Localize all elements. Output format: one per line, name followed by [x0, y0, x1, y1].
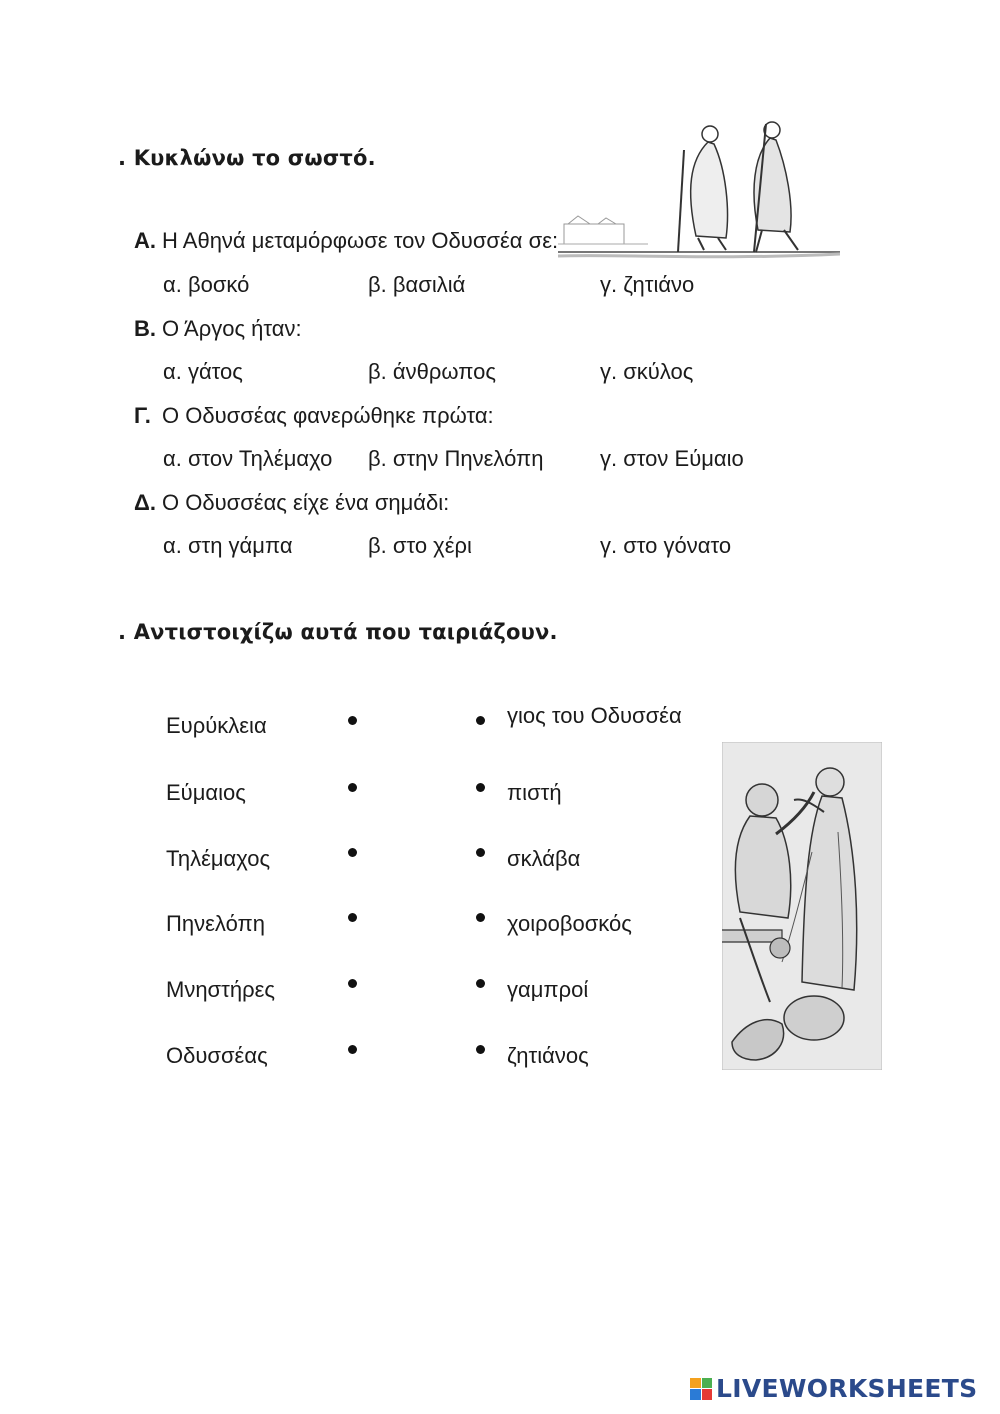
walking-figures-illustration — [558, 120, 840, 270]
match-right-dot[interactable] — [476, 1045, 485, 1054]
match-left-dot[interactable] — [348, 848, 357, 857]
match-left-dot[interactable] — [348, 783, 357, 792]
match-right-item: χοιροβοσκός — [507, 911, 632, 936]
match-right-dot[interactable] — [476, 716, 485, 725]
match-left-dot[interactable] — [348, 913, 357, 922]
section-title-circle: . Κυκλώνω το σωστό. — [118, 146, 376, 170]
option-c[interactable]: γ. σκύλος — [600, 359, 694, 384]
match-right-dot[interactable] — [476, 848, 485, 857]
question-letter: Δ. — [134, 490, 156, 515]
match-right-item: σκλάβα — [507, 846, 581, 871]
question-text: Ο Άργος ήταν: — [162, 316, 302, 341]
option-c[interactable]: γ. στο γόνατο — [600, 533, 732, 558]
option-a[interactable]: α. στον Τηλέμαχο — [163, 446, 333, 471]
match-left-item: Οδυσσέας — [166, 1043, 268, 1068]
option-c[interactable]: γ. στον Εύμαιο — [600, 446, 744, 471]
logo-text: LIVEWORKSHEETS — [716, 1374, 978, 1403]
odysseus-eurycleia-illustration — [722, 742, 882, 1070]
match-left-dot[interactable] — [348, 979, 357, 988]
match-left-dot[interactable] — [348, 1045, 357, 1054]
match-right-dot[interactable] — [476, 913, 485, 922]
match-right-dot[interactable] — [476, 979, 485, 988]
match-left-item: Ευρύκλεια — [166, 713, 267, 738]
match-right-item: πιστή — [507, 780, 562, 805]
match-left-item: Εύμαιος — [166, 780, 246, 805]
option-b[interactable]: β. άνθρωπος — [368, 359, 496, 384]
liveworksheets-logo[interactable] — [690, 1374, 977, 1403]
logo-icon — [690, 1378, 712, 1400]
question-text: Ο Οδυσσέας φανερώθηκε πρώτα: — [162, 403, 494, 428]
option-b[interactable]: β. στην Πηνελόπη — [368, 446, 544, 471]
match-right-item: γαμπροί — [507, 977, 589, 1002]
option-c[interactable]: γ. ζητιάνο — [600, 272, 695, 297]
option-a[interactable]: α. γάτος — [163, 359, 243, 384]
question-text: Ο Οδυσσέας είχε ένα σημάδι: — [162, 490, 450, 515]
match-left-item: Πηνελόπη — [166, 911, 265, 936]
option-b[interactable]: β. βασιλιά — [368, 272, 466, 297]
question-letter: Α. — [134, 228, 156, 253]
option-b[interactable]: β. στο χέρι — [368, 533, 472, 558]
match-right-dot[interactable] — [476, 783, 485, 792]
question-letter: Β. — [134, 316, 156, 341]
question-text: Η Αθηνά μεταμόρφωσε τον Οδυσσέα σε: — [162, 228, 559, 253]
match-left-dot[interactable] — [348, 716, 357, 725]
section-title-match: . Αντιστοιχίζω αυτά που ταιριάζουν. — [118, 620, 558, 644]
option-a[interactable]: α. στη γάμπα — [163, 533, 293, 558]
match-right-item: γιος του Οδυσσέα — [507, 703, 682, 728]
match-right-item: ζητιάνος — [507, 1043, 589, 1068]
match-left-item: Μνηστήρες — [166, 977, 275, 1002]
match-left-item: Τηλέμαχος — [166, 846, 271, 871]
question-letter: Γ. — [134, 403, 151, 428]
option-a[interactable]: α. βοσκό — [163, 272, 250, 297]
